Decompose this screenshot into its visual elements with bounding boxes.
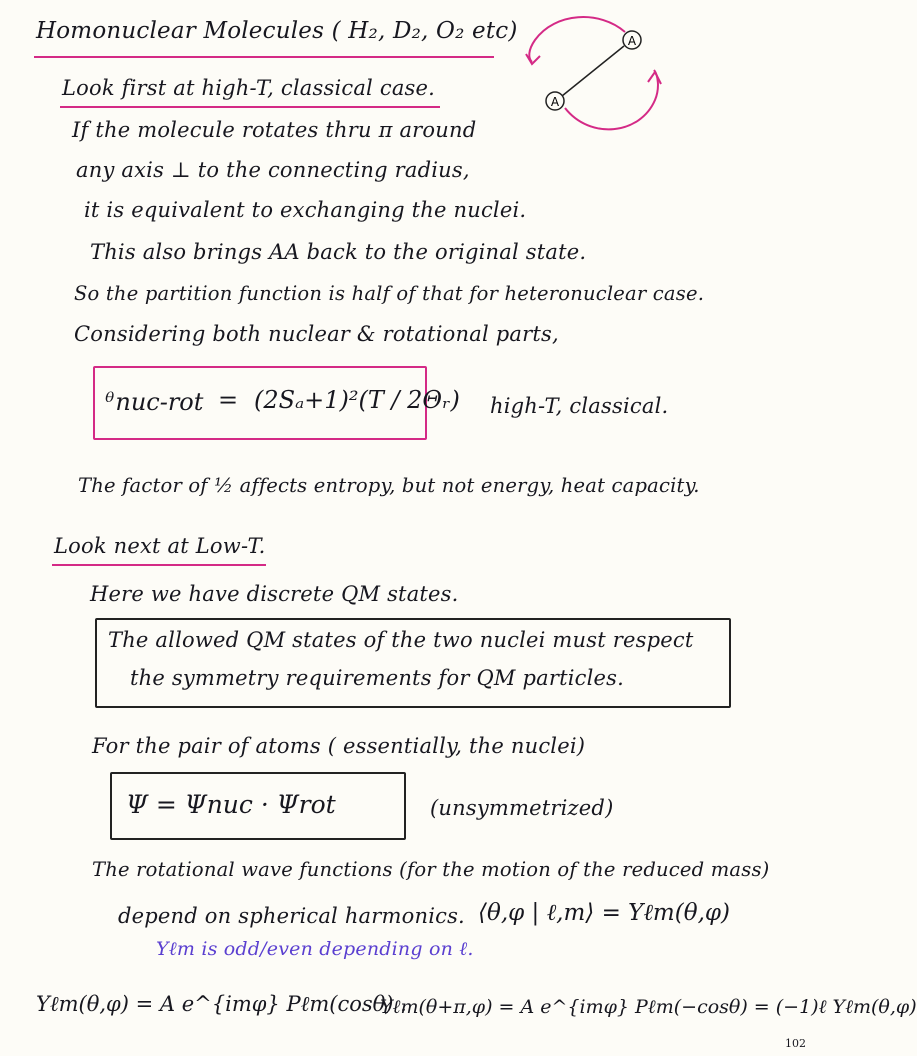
classical-line-5: So the partition function is half of that for heteronuclear case.	[74, 282, 705, 305]
factor-note: The factor of ½ affects entropy, but not energy, heat capacity.	[78, 474, 700, 497]
partition-rhs: (2Sₐ+1)²(T / 2Θᵣ)	[254, 386, 460, 414]
ket-equation: ⟨θ,φ | ℓ,m⟩ = Yℓm(θ,φ)	[478, 900, 730, 926]
classical-line-3: it is equivalent to exchanging the nuclei.	[84, 198, 527, 222]
rot-line-1: The rotational wave functions (for the motion of the reduced mass)	[92, 858, 770, 881]
arrowhead-bottom	[648, 72, 661, 84]
page-number: 102	[785, 1037, 806, 1050]
psi-equation: Ψ = Ψnuc · Ψrot	[126, 790, 336, 819]
ylm-parity: Yℓm(θ+π,φ) = A e^{imφ} Pℓm(−cosθ) = (−1)ℓ Yℓm(θ,φ)	[380, 996, 917, 1018]
classical-line-4: This also brings AA back to the original state.	[90, 240, 587, 264]
rotation-arrow-top	[529, 17, 625, 62]
classical-line-1: If the molecule rotates thru π around	[72, 118, 477, 142]
partition-eq-sign: =	[218, 386, 239, 414]
rotation-arrow-bottom	[565, 70, 658, 129]
atom-bottom-label: A	[550, 95, 560, 109]
parity-note: Yℓm is odd/even depending on ℓ.	[156, 938, 474, 960]
classical-line-6: Considering both nuclear & rotational parts,	[74, 322, 559, 346]
psi-note: (unsymmetrized)	[430, 796, 614, 820]
atom-top-label: A	[627, 34, 637, 48]
boxed-line-2: the symmetry requirements for QM particles.	[130, 666, 624, 690]
lowT-heading-underline	[52, 564, 266, 566]
classical-heading: Look first at high-T, classical case.	[62, 76, 436, 100]
ylm-definition: Yℓm(θ,φ) = A e^{imφ} Pℓm(cosθ) .	[36, 992, 407, 1016]
arrowhead-top	[526, 54, 540, 64]
lowT-heading: Look next at Low-T.	[54, 534, 266, 558]
pair-line: For the pair of atoms ( essentially, the nuclei)	[92, 734, 586, 758]
boxed-line-1: The allowed QM states of the two nuclei must respect	[108, 628, 694, 652]
lowT-intro: Here we have discrete QM states.	[90, 582, 459, 606]
page-title: Homonuclear Molecules ( H₂, D₂, O₂ etc)	[36, 18, 518, 44]
partition-note: high-T, classical.	[490, 394, 669, 418]
rot-line-2: depend on spherical harmonics.	[118, 904, 465, 928]
classical-line-2: any axis ⊥ to the connecting radius,	[76, 158, 470, 182]
classical-heading-underline	[60, 106, 440, 108]
bond-line	[562, 46, 624, 96]
partition-lhs: ᶿnuc-rot	[104, 388, 204, 416]
